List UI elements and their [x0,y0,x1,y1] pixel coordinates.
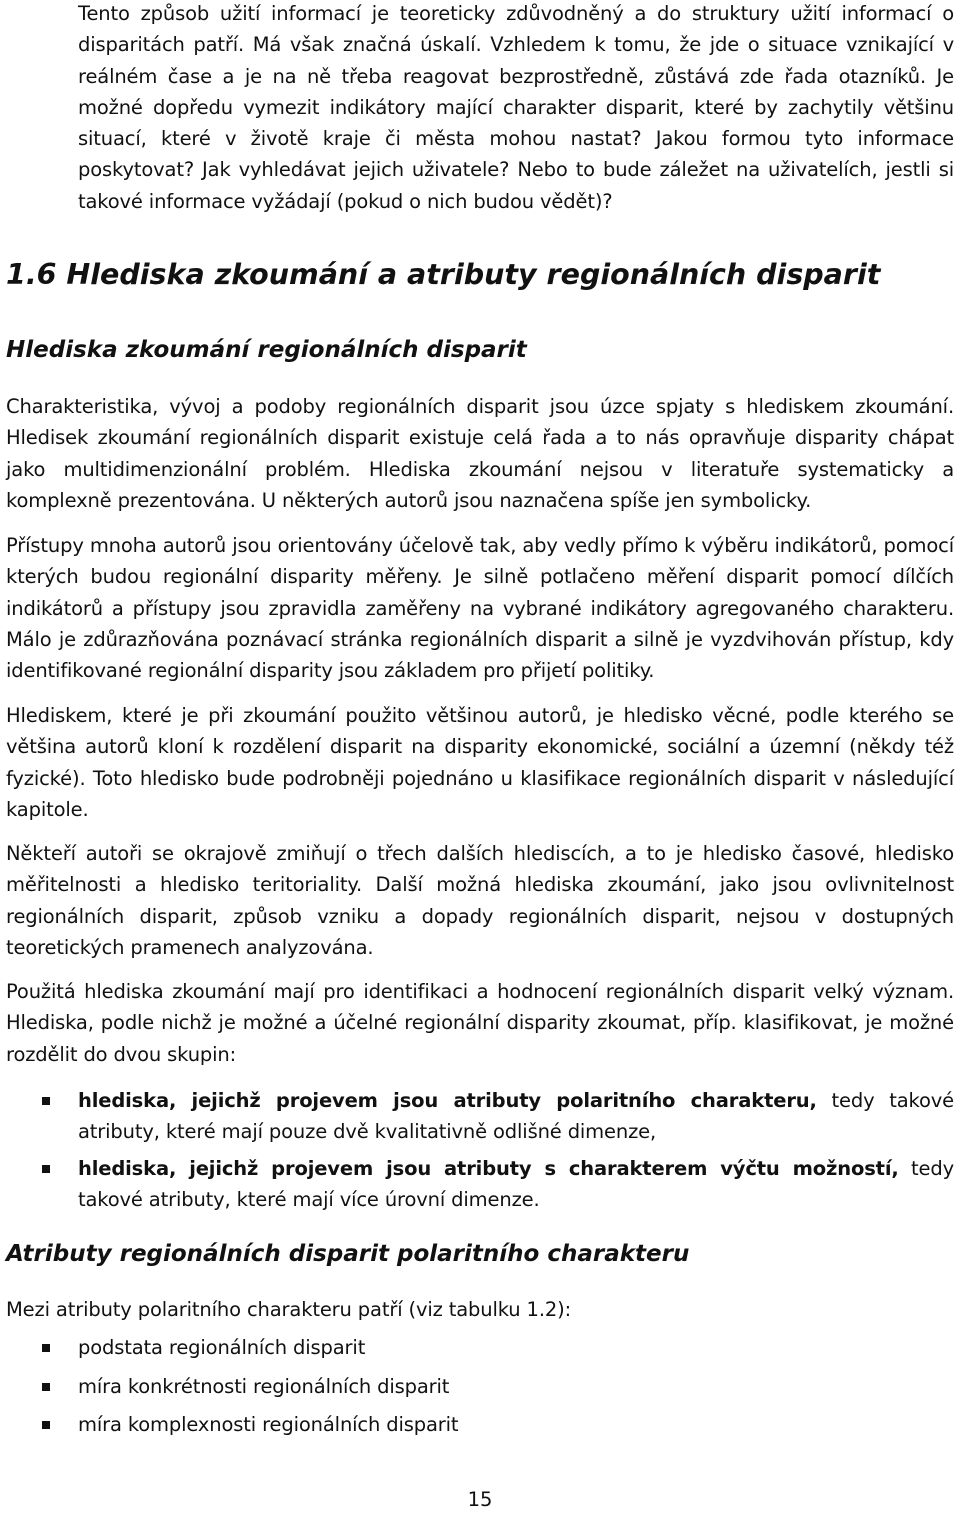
subsection-heading-perspectives: Hlediska zkoumání regionálních disparit [6,337,527,363]
paragraph-attributes-intro: Mezi atributy polaritního charakteru patří (viz tabulku 1.2): [6,1298,571,1321]
list-item-group-polar [78,1085,954,1148]
paragraph-characteristics: Charakteristika, vývoj a podoby regionálních disparit jsou úzce spjaty s hlediskem zkoumání. Hledisek zkoumání regionálních disparit existuje celá řada a to nás opravňuje disparity chápat jako multidimenzionální problém. Hlediska zkoumání nejsou v literatuře systematicky a komplexně prezentována. U některých autorů jsou naznačena spíše jen symbolicky. [6,395,954,512]
list-item-attribute: míra komplexnosti regionálních disparit [78,1413,459,1436]
paragraph-approaches: Přístupy mnoha autorů jsou orientovány účelově tak, aby vedly přímo k výběru indikátorů, pomocí kterých budou regionální disparity měřeny. Je silně potlačeno měření disparit pomocí dílčích indikátorů a přístupy jsou zpravidla zaměřeny na vybrané indikátory agregovaného charakteru. Málo je zdůrazňována poznávací stránka regionálních disparit a silně je vyzdvihován přístup, kdy identifikované regionální disparity jsou základem pro přijetí politiky. [6,534,954,683]
intro-paragraph: Tento způsob užití informací je teoreticky zdůvodněný a do struktury užití informací o disparitách patří. Má však značná úskalí. Vzhledem k tomu, že jde o situace vznikající v reálném čase a je na ně třeba reagovat bezprostředně, zůstává zde řada otazníků. Je možné dopředu vymezit indikátory mající charakter disparit, které by zachytily většinu situací, které v životě kraje či města mohou nastat? Jakou formou tyto informace poskytovat? Jak vyhledávat jejich uživatele? Nebo to bude záležet na uživatelích, jestli si takové informace vyžádají (pokud o nich budou vědět)? [78,2,954,213]
bullet-marker [42,1421,50,1429]
paragraph-material-perspective: Hlediskem, které je při zkoumání použito většinou autorů, je hledisko věcné, podle kterého se většina autorů kloní k rozdělení disparit na disparity ekonomické, sociální a územní (někdy též fyzické). Toto hledisko bude podrobněji pojednáno u klasifikace regionálních disparit v následující kapitole. [6,704,954,821]
list-item-text: tedy takové atributy, které mají pouze dvě kvalitativně odlišné dimenze, [78,1089,954,1144]
subsection-heading-attributes: Atributy regionálních disparit polaritního charakteru [6,1241,690,1267]
list-item-bold: hlediska, jejichž projevem jsou atributy polaritního charakteru, [78,1089,817,1112]
bullet-marker [42,1344,50,1352]
page-number: 15 [467,1488,493,1511]
section-heading: 1.6 Hlediska zkoumání a atributy regionálních disparit [6,258,881,291]
bullet-marker [42,1097,50,1105]
list-item-attribute: podstata regionálních disparit [78,1336,366,1359]
bullet-marker [42,1165,50,1173]
list-item-group-enumeration [78,1153,954,1216]
paragraph-groups-intro: Použitá hlediska zkoumání mají pro identifikaci a hodnocení regionálních disparit velký význam. Hlediska, podle nichž je možné a účelné regionální disparity zkoumat, příp. klasifikovat, je možné rozdělit do dvou skupin: [6,980,954,1066]
list-item-attribute: míra konkrétnosti regionálních disparit [78,1375,450,1398]
paragraph-other-perspectives: Někteří autoři se okrajově zmiňují o třech dalších hlediscích, a to je hledisko časové, hledisko měřitelnosti a hledisko teritoriality. Další možná hlediska zkoumání, jako jsou ovlivnitelnost regionálních disparit, způsob vzniku a dopady regionálních disparit, nejsou v dostupných teoretických pramenech analyzována. [6,842,954,959]
bullet-marker [42,1383,50,1391]
list-item-bold: hlediska, jejichž projevem jsou atributy s charakterem výčtu možností, [78,1157,899,1180]
list-item-text: tedy takové atributy, které mají více úrovní dimenze. [78,1157,954,1212]
